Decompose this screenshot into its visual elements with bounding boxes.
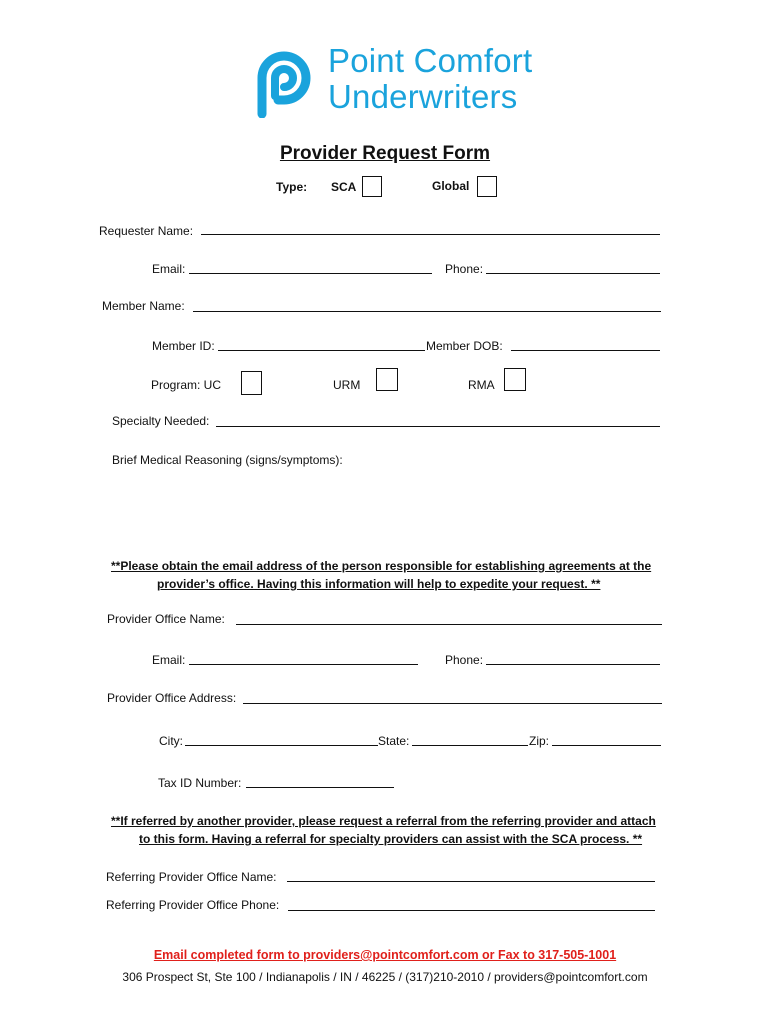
logo <box>248 44 558 118</box>
city-label: City: <box>159 734 183 748</box>
provider-email-label: Email: <box>152 653 186 667</box>
footer-email-instructions: Email completed form to providers@pointcomfort.com or Fax to 317-505-1001 <box>153 948 617 962</box>
logo-line2: Underwriters <box>328 78 518 115</box>
footer-address: 306 Prospect St, Ste 100 / Indianapolis / IN / 46225 / (317)210-2010 / providers@pointcomfort.com <box>122 970 648 984</box>
member-dob-field[interactable] <box>511 350 660 351</box>
state-label: State: <box>378 734 410 748</box>
uc-checkbox[interactable] <box>241 371 262 395</box>
rma-label: RMA <box>468 378 495 392</box>
member-name-field[interactable] <box>193 311 661 312</box>
provider-phone-field[interactable] <box>486 664 660 665</box>
referral-notice-line1: **If referred by another provider, please request a referral from the referring provider and attach <box>111 814 656 828</box>
specialty-needed-label: Specialty Needed: <box>112 414 210 428</box>
type-label: Type: <box>276 180 308 194</box>
zip-label: Zip: <box>529 734 550 748</box>
city-field[interactable] <box>185 745 378 746</box>
provider-office-address-field[interactable] <box>243 703 662 704</box>
email-notice-line2: provider’s office. Having this information will help to expedite your request. ** <box>157 577 601 591</box>
urm-checkbox[interactable] <box>376 368 398 391</box>
urm-label: URM <box>333 378 361 392</box>
provider-phone-label: Phone: <box>445 653 484 667</box>
phone-field[interactable] <box>486 273 660 274</box>
provider-office-name-field[interactable] <box>236 624 662 625</box>
page-title: Provider Request Form <box>279 143 491 164</box>
program-uc-label: Program: UC <box>151 378 222 392</box>
referring-office-name-field[interactable] <box>287 881 655 882</box>
rma-checkbox[interactable] <box>504 368 526 391</box>
email-notice-line1: **Please obtain the email address of the person responsible for establishing agreements at the <box>111 559 652 573</box>
sca-checkbox[interactable] <box>362 176 382 197</box>
requester-name-label: Requester Name: <box>99 224 194 238</box>
member-id-field[interactable] <box>218 350 425 351</box>
global-checkbox[interactable] <box>477 176 497 197</box>
zip-field[interactable] <box>552 745 661 746</box>
requester-name-field[interactable] <box>201 234 660 235</box>
state-field[interactable] <box>412 745 528 746</box>
referring-office-phone-field[interactable] <box>288 910 655 911</box>
member-name-label: Member Name: <box>102 299 185 313</box>
logo-line1: Point Comfort <box>328 42 533 79</box>
referring-office-phone-label: Referring Provider Office Phone: <box>106 898 280 912</box>
member-id-label: Member ID: <box>152 339 215 353</box>
provider-email-field[interactable] <box>189 664 418 665</box>
referral-notice-line2: to this form. Having a referral for specialty providers can assist with the SCA process. ** <box>139 832 643 846</box>
brief-medical-area[interactable] <box>112 470 660 550</box>
specialty-needed-field[interactable] <box>216 426 660 427</box>
provider-office-address-label: Provider Office Address: <box>107 691 237 705</box>
brief-medical-label: Brief Medical Reasoning (signs/symptoms): <box>112 453 343 467</box>
provider-office-name-label: Provider Office Name: <box>107 612 225 626</box>
logo-p-icon <box>248 44 320 118</box>
email-field[interactable] <box>189 273 432 274</box>
phone-label: Phone: <box>445 262 484 276</box>
tax-id-field[interactable] <box>246 787 394 788</box>
sca-label: SCA <box>331 180 357 194</box>
member-dob-label: Member DOB: <box>426 339 503 353</box>
referring-office-name-label: Referring Provider Office Name: <box>106 870 277 884</box>
tax-id-label: Tax ID Number: <box>158 776 242 790</box>
email-label: Email: <box>152 262 186 276</box>
global-label: Global <box>432 179 470 193</box>
